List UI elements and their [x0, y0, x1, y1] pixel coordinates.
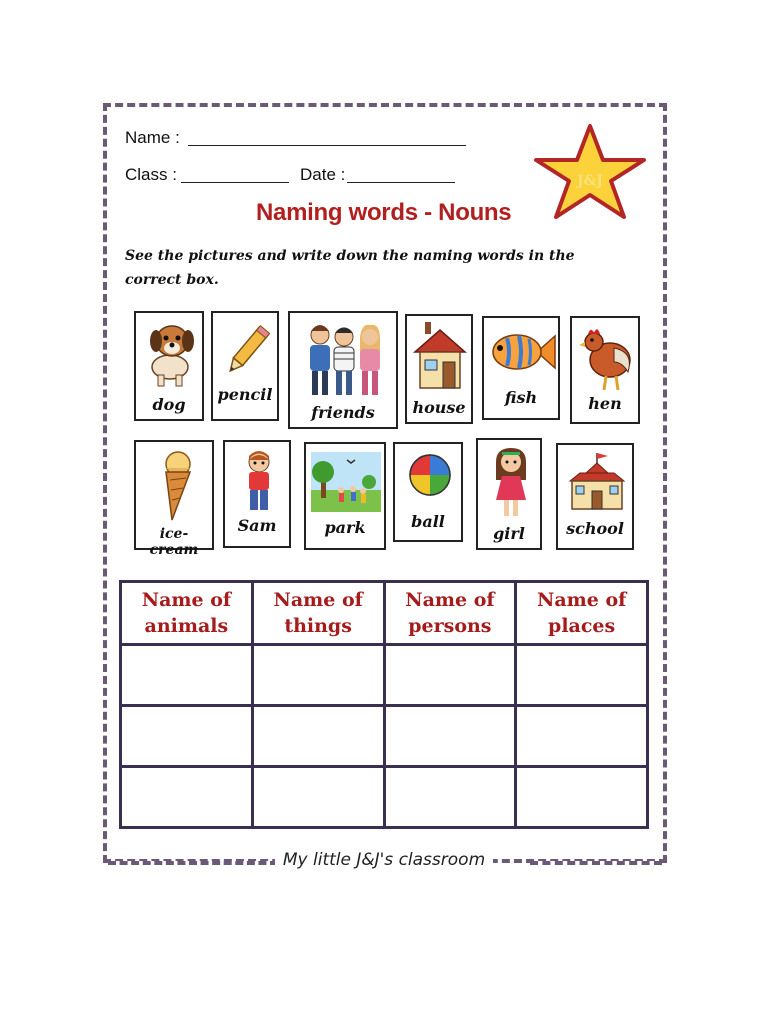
class-label: Class : [125, 165, 177, 184]
answer-cell-animals-3[interactable] [121, 767, 253, 828]
star-logo-icon [531, 122, 649, 220]
answer-cell-persons-2[interactable] [384, 706, 516, 767]
card-girl[interactable] [476, 438, 542, 550]
card-fish-word: fish [504, 388, 538, 407]
card-friends-word: friends [311, 403, 375, 422]
answer-cell-places-2[interactable] [516, 706, 648, 767]
table-row [121, 706, 648, 767]
card-park-word: park [324, 518, 366, 537]
fish-icon [489, 324, 557, 380]
ball-icon [407, 452, 453, 498]
table-header-row [121, 582, 648, 645]
dog-icon [140, 317, 200, 389]
answer-cell-places-1[interactable] [516, 645, 648, 706]
card-ice-cream-word: ice-cream [149, 526, 199, 558]
card-friends[interactable] [288, 311, 398, 429]
card-pencil[interactable] [211, 311, 279, 421]
header-things: Name of things [252, 582, 384, 645]
class-line[interactable] [181, 182, 289, 183]
card-pencil-word: pencil [217, 385, 273, 404]
answer-cell-persons-3[interactable] [384, 767, 516, 828]
header-places: Name of places [516, 582, 648, 645]
name-line[interactable] [188, 145, 466, 146]
star-logo-text: J&J [577, 173, 603, 189]
card-ball-word: ball [411, 512, 445, 531]
card-park[interactable] [304, 442, 386, 550]
footer-text: My little J&J's classroom [0, 850, 768, 870]
table-row [121, 767, 648, 828]
instructions: See the pictures and write down the naming words in the correct box. [125, 248, 575, 288]
answer-cell-things-2[interactable] [252, 706, 384, 767]
card-sam-word: Sam [237, 516, 277, 535]
card-hen-word: hen [588, 394, 622, 413]
card-school[interactable] [556, 443, 634, 550]
school-icon [566, 451, 628, 513]
card-ball[interactable] [393, 442, 463, 542]
answer-cell-things-1[interactable] [252, 645, 384, 706]
card-house[interactable] [405, 314, 473, 424]
friends-icon [296, 319, 392, 399]
ice-cream-icon [154, 448, 198, 522]
pencil-icon [221, 321, 273, 381]
worksheet-title: Naming words - Nouns [256, 199, 512, 226]
answer-cell-animals-1[interactable] [121, 645, 253, 706]
answer-cell-animals-2[interactable] [121, 706, 253, 767]
card-school-word: school [566, 519, 624, 538]
card-house-word: house [412, 398, 466, 417]
answer-cell-places-3[interactable] [516, 767, 648, 828]
answer-cell-things-3[interactable] [252, 767, 384, 828]
card-dog-word: dog [152, 395, 186, 414]
table-row [121, 645, 648, 706]
card-sam[interactable] [223, 440, 291, 548]
card-dog[interactable] [134, 311, 204, 421]
boy-icon [239, 448, 279, 514]
card-ice-cream[interactable] [134, 440, 214, 558]
house-icon [411, 320, 469, 392]
card-girl-word: girl [493, 524, 525, 543]
date-label: Date : [300, 165, 346, 184]
answer-table [119, 580, 649, 829]
answer-cell-persons-1[interactable] [384, 645, 516, 706]
card-fish[interactable] [482, 316, 560, 420]
header-animals: Name of animals [121, 582, 253, 645]
girl-icon [488, 446, 534, 522]
header-persons: Name of persons [384, 582, 516, 645]
name-label: Name : [125, 128, 180, 147]
card-hen[interactable] [570, 316, 640, 424]
park-icon [311, 452, 381, 512]
hen-icon [578, 322, 636, 392]
date-line[interactable] [347, 182, 455, 183]
